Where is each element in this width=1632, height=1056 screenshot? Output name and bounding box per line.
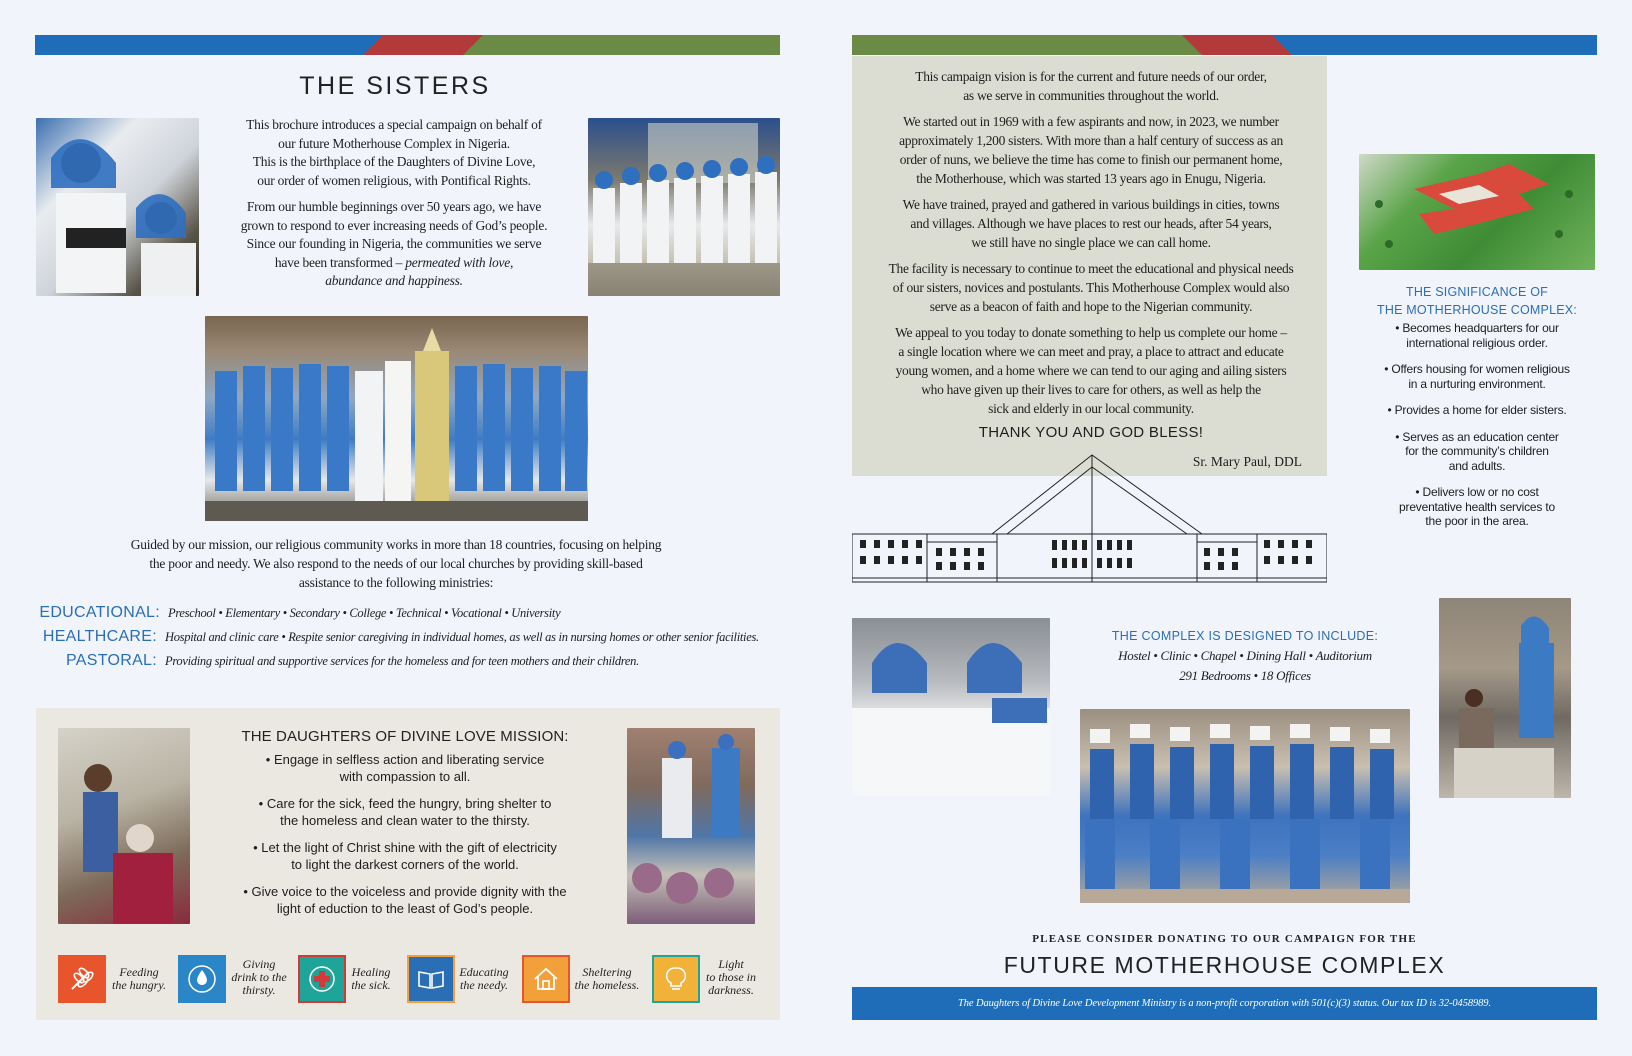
photo-sisters-group-seated — [1080, 709, 1410, 903]
complex-title: THE COMPLEX IS DESIGNED TO INCLUDE: — [1111, 629, 1379, 643]
significance-title: THE SIGNIFICANCE OF THE MOTHERHOUSE COMPLEX: — [1377, 285, 1577, 317]
significance-item: • Delivers low or no cost preventative health services to the poor in the area. — [1399, 485, 1555, 528]
mission-item: • Engage in selfless action and liberating service with compassion to all. — [265, 752, 545, 784]
lightbulb-icon — [652, 955, 700, 1003]
significance-list — [1359, 321, 1595, 541]
page-title: THE SISTERS — [299, 72, 491, 100]
mission-item: • Let the light of Christ shine with the gift of electricity to light the darkest corners of the world. — [253, 840, 557, 872]
icon-caption-light: Light to those in darkness. — [706, 957, 756, 997]
vision-text: This campaign vision is for the current and future needs of our order, as we serve in communities throughout the world. We started out in 1969 with a few aspirants and now, in 2023, we number approximately 1,200 sisters. With more than a half century of success as an order of nuns, we believe the time has come to finish our permanent home, the Motherhouse, which was started 13 years ago in Enugu, Nigeria. We have trained, prayed and gathered in various buildings in cities, towns and villages. Although we have places to rest our heads, after 54 years, we still have no single place we can call home. The facility is necessary to continue to meet the educational and physical needs of our sisters, novices and postulants. This Motherhouse Complex would also serve as a beacon of faith and hope to the Nigerian community. We appeal to you today to donate something to help us complete our home – a single location where we can meet and pray, a place to attract and educate young women, and a home where we can tend to our aging and ailing sisters who have given up their lives to care for others, as well as help the sick and elderly in our local community. — [888, 69, 1294, 416]
ministry-educational: EDUCATIONAL: Preschool • Elementary • Secondary • College • Technical • Vocational • University — [39, 604, 561, 621]
house-icon — [522, 955, 570, 1003]
left-top-color-bar — [35, 35, 780, 55]
photo-sister-with-villager — [1439, 598, 1571, 798]
footer-text: The Daughters of Divine Love Development Ministry is a non-profit corporation with 501(c)(3) status. Our tax ID is 32-0458989. — [958, 998, 1491, 1009]
signature: Sr. Mary Paul, DDL — [1192, 454, 1302, 469]
icon-caption-sheltering: Sheltering the homeless. — [574, 965, 640, 992]
right-top-color-bar — [852, 35, 1597, 55]
significance-item: • Becomes headquarters for our international religious order. — [1395, 321, 1559, 350]
photo-group-with-bishop — [205, 316, 588, 521]
book-icon — [407, 955, 455, 1003]
building-elevation-drawing — [852, 452, 1327, 587]
donate-title: FUTURE MOTHERHOUSE COMPLEX — [1003, 952, 1446, 978]
water-drop-icon — [178, 955, 226, 1003]
mission-list — [210, 752, 600, 928]
photo-haircut — [58, 728, 190, 924]
ministry-healthcare: HEALTHCARE: Hospital and clinic care • Respite senior caregiving in individual homes, as well as in nursing homes or other senior facilities. — [42, 628, 759, 645]
icon-caption-educating: Educating the needy. — [459, 965, 509, 992]
donate-prefix: PLEASE CONSIDER DONATING TO OUR CAMPAIGN FOR THE — [1032, 933, 1417, 945]
mission-item: • Give voice to the voiceless and provide dignity with the light of eduction to the least of God’s people. — [243, 884, 567, 916]
photo-gathering — [627, 728, 755, 924]
mission-intro-text: Guided by our mission, our religious community works in more than 18 countries, focusing on helping the poor and needy. We also respond to the needs of our local churches by providing skill-based assistance to the following ministries: — [130, 537, 662, 590]
ministry-pastoral: PASTORAL: Providing spiritual and supportive services for the homeless and for teen mothers and their children. — [65, 652, 639, 669]
significance-item: • Provides a home for elder sisters. — [1387, 403, 1567, 417]
complex-line-2: 291 Bedrooms • 18 Offices — [1179, 668, 1311, 683]
icon-caption-feeding: Feeding the hungry. — [112, 965, 166, 992]
intro-text: This brochure introduces a special campaign on behalf of our future Motherhouse Complex in Nigeria. This is the birthplace of the Daughters of Divine Love, our order of women religious, with Pontifical Rights. From our humble beginnings over 50 years ago, we have grown to respond to ever increasing needs of God’s people. Since our founding in Nigeria, the communities we serve have been transformed – permeated with love, abundance and happiness. — [240, 117, 548, 288]
significance-item: • Serves as an education center for the community’s children and adults. — [1395, 429, 1559, 473]
footer-bar — [852, 987, 1597, 1020]
photo-aerial-rendering — [1359, 154, 1595, 270]
photo-sister-reading — [36, 118, 199, 296]
significance-item: • Offers housing for women religious in a nurturing environment. — [1384, 362, 1570, 391]
icon-caption-giving-drink: Giving drink to the thirsty. — [231, 957, 287, 997]
photo-sisters-hospital-bed — [852, 618, 1050, 796]
mission-title: THE DAUGHTERS OF DIVINE LOVE MISSION: — [241, 728, 569, 745]
complex-line-1: Hostel • Clinic • Chapel • Dining Hall • Auditorium — [1118, 648, 1372, 663]
photo-sisters-seated-room — [588, 118, 780, 296]
icon-caption-healing: Healing the sick. — [351, 965, 391, 992]
mission-item: • Care for the sick, feed the hungry, bring shelter to the homeless and clean water to the thirsty. — [258, 796, 552, 828]
wheat-icon — [58, 955, 106, 1003]
thank-you-heading: THANK YOU AND GOD BLESS! — [978, 424, 1204, 441]
